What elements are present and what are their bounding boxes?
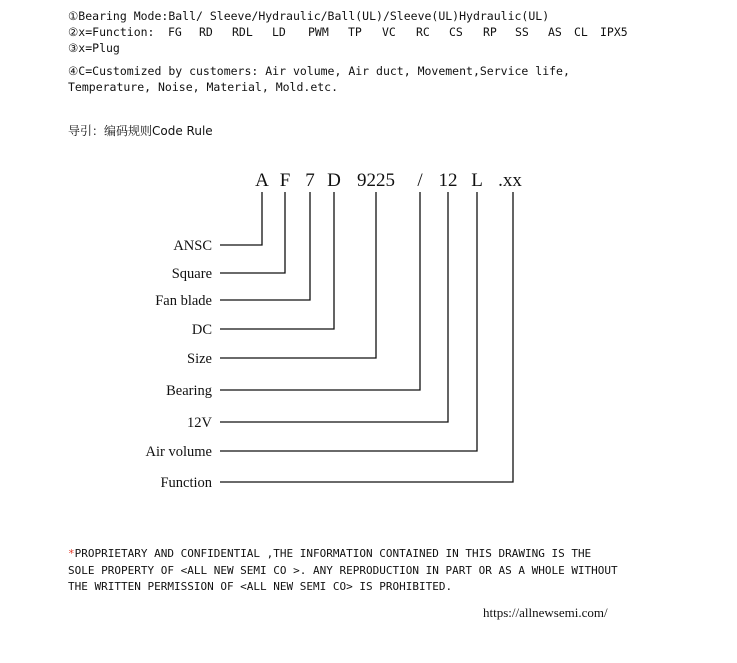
connector-lines	[220, 192, 513, 482]
notice-line1: *PROPRIETARY AND CONFIDENTIAL ,THE INFORMATION CONTAINED IN THIS DRAWING IS THE	[68, 547, 592, 560]
notice-star: *	[68, 547, 75, 560]
website-url: https://allnewsemi.com/	[483, 605, 608, 620]
plug-note: ③x=Plug	[68, 41, 120, 55]
code-segment-xx: .xx	[498, 170, 522, 191]
label-dc: DC	[191, 322, 212, 338]
model-code	[255, 170, 522, 191]
label-function: Function	[160, 475, 212, 491]
function-code-cs: CS	[449, 25, 463, 39]
code-segment-f: F	[279, 170, 291, 191]
connector-function	[220, 192, 513, 482]
label-size: Size	[187, 351, 212, 367]
label-ansc: ANSC	[173, 238, 212, 254]
label-bearing: Bearing	[166, 383, 212, 399]
label-square: Square	[171, 266, 212, 282]
function-code-as: AS	[548, 25, 562, 39]
connector-fan-blade	[220, 192, 310, 300]
notice-line2: SOLE PROPERTY OF <ALL NEW SEMI CO >. ANY REPRODUCTION IN PART OR AS A WHOLE WITHOUT	[68, 563, 618, 577]
connector-square	[220, 192, 285, 273]
bearing-mode-note: ①Bearing Mode:Ball/ Sleeve/Hydraulic/Ball(UL)/Sleeve(UL)Hydraulic(UL)	[68, 9, 550, 23]
code-segment-d: D	[327, 170, 341, 191]
code-rule-heading: 导引：编码规则Code Rule	[68, 124, 213, 138]
function-code-pwm: PWM	[308, 25, 329, 39]
code-segment-slash: /	[417, 170, 423, 191]
customized-note-line2: Temperature, Noise, Material, Mold.etc.	[68, 80, 339, 94]
connector-dc	[220, 192, 334, 329]
function-prefix: ②x=Function:	[68, 25, 155, 39]
connector-size	[220, 192, 376, 358]
code-segment-a: A	[255, 170, 269, 191]
function-code-ld: LD	[272, 25, 286, 39]
code-segment-size: 9225	[357, 170, 395, 191]
notice-line3: THE WRITTEN PERMISSION OF <ALL NEW SEMI CO> IS PROHIBITED.	[68, 580, 453, 593]
function-code-ss: SS	[515, 25, 529, 39]
code-segment-7: 7	[305, 170, 315, 191]
label-air-volume: Air volume	[145, 444, 212, 460]
function-code-rc: RC	[416, 25, 430, 39]
customized-note-line1: ④C=Customized by customers: Air volume, Air duct, Movement,Service life,	[68, 64, 570, 78]
connector-bearing	[220, 192, 420, 390]
code-segment-voltage: 12	[438, 170, 458, 191]
function-code-rp: RP	[483, 25, 497, 39]
connector-ansc	[220, 192, 262, 245]
function-code-rdl: RDL	[232, 25, 253, 39]
function-code-fg: FG	[168, 25, 182, 39]
connector-air-volume	[220, 192, 477, 451]
function-code-vc: VC	[382, 25, 396, 39]
confidentiality-notice	[68, 546, 668, 596]
function-code-ipx5: IPX5	[600, 25, 628, 39]
label-12v: 12V	[187, 415, 212, 431]
code-labels	[146, 238, 213, 491]
function-code-tp: TP	[348, 25, 362, 39]
function-code-rd: RD	[199, 25, 213, 39]
function-code-cl: CL	[574, 25, 588, 39]
code-segment-l: L	[471, 170, 483, 191]
label-fan-blade: Fan blade	[155, 293, 212, 309]
